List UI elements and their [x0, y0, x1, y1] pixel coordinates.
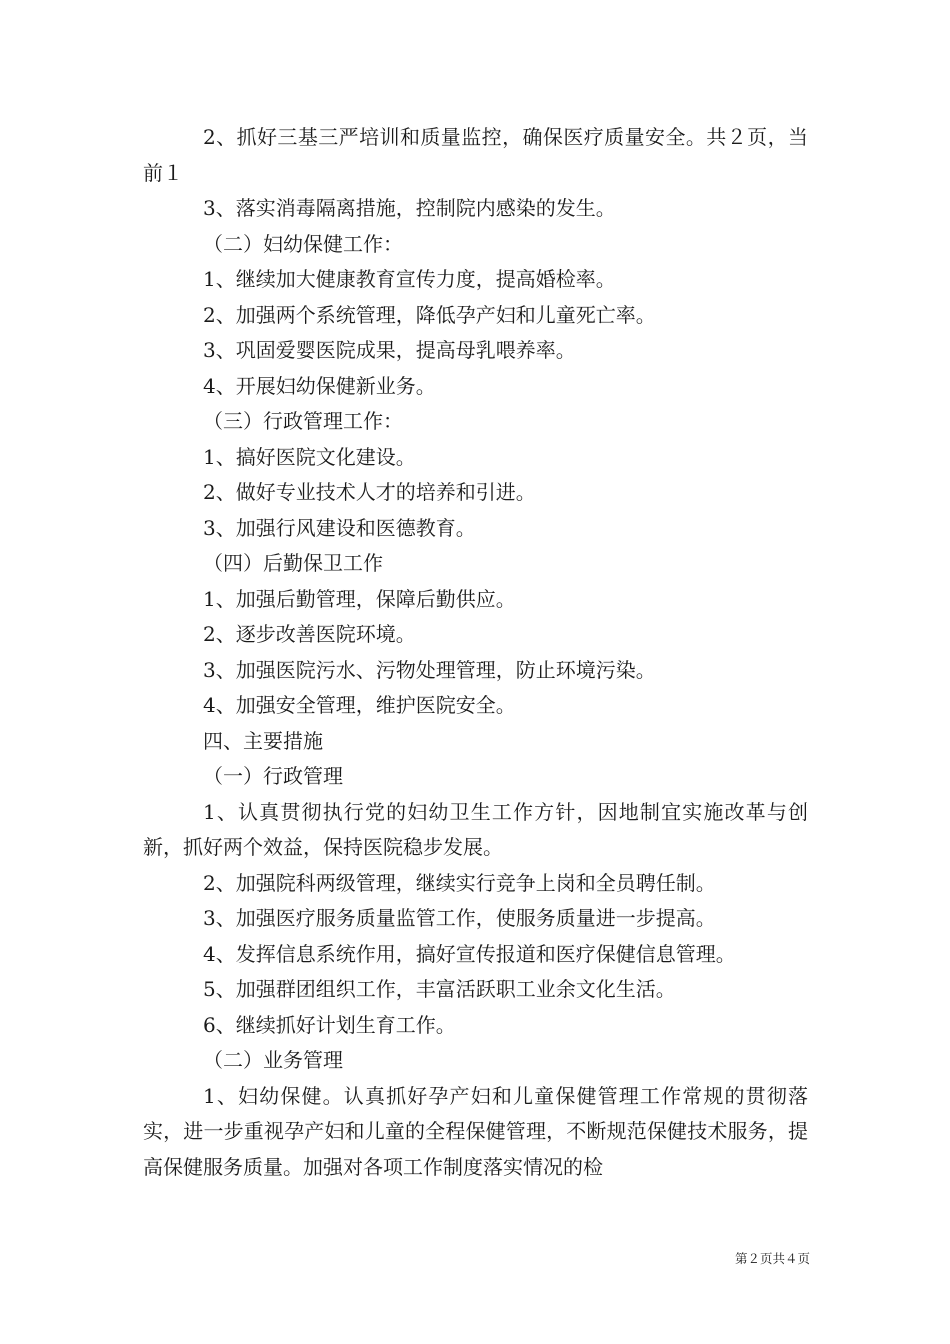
paragraph: 2、加强院科两级管理，继续实行竞争上岗和全员聘任制。	[203, 870, 716, 895]
paragraph: 4、发挥信息系统作用，搞好宣传报道和医疗保健信息管理。	[203, 941, 736, 966]
paragraph: 1、继续加大健康教育宣传力度，提高婚检率。	[203, 267, 616, 291]
section-heading: （二）妇幼保健工作：	[203, 231, 403, 256]
paragraph: 3、加强行风建设和医德教育。	[203, 515, 476, 540]
paragraph: 1、搞好医院文化建设。	[203, 444, 416, 469]
section-heading: （一）行政管理	[203, 764, 343, 788]
paragraph: 1、加强后勤管理，保障后勤供应。	[203, 586, 516, 611]
document-body	[143, 120, 808, 1185]
paragraph: 4、加强安全管理，维护医院安全。	[203, 693, 516, 717]
paragraph: 3、加强医疗服务质量监管工作，使服务质量进一步提高。	[203, 906, 716, 930]
paragraph: 2、做好专业技术人才的培养和引进。	[203, 480, 536, 504]
paragraph: 1、认真贯彻执行党的妇幼卫生工作方针，因地制宜实施改革与创新，抓好两个效益，保持医院稳步发展。	[143, 799, 808, 859]
paragraph: 2、加强两个系统管理，降低孕产妇和儿童死亡率。	[203, 302, 656, 327]
section-heading: （二）业务管理	[203, 1048, 343, 1072]
paragraph: 3、巩固爱婴医院成果，提高母乳喂养率。	[203, 338, 576, 362]
paragraph: 2、逐步改善医院环境。	[203, 622, 416, 646]
paragraph: 1、妇幼保健。认真抓好孕产妇和儿童保健管理工作常规的贯彻落实，进一步重视孕产妇和儿童的全程保健管理，不断规范保健技术服务，提高保健服务质量。加强对各项工作制度落实情况的检	[143, 1083, 808, 1179]
chapter-heading: 四、主要措施	[203, 728, 323, 753]
page-number: 第２页共４页	[734, 1251, 810, 1266]
section-heading: （三）行政管理工作：	[203, 409, 403, 433]
paragraph: 2、抓好三基三严培训和质量监控，确保医疗质量安全。共２页，当前１	[143, 125, 808, 185]
paragraph: 6、继续抓好计划生育工作。	[203, 1012, 456, 1037]
paragraph: 5、加强群团组织工作，丰富活跃职工业余文化生活。	[203, 977, 676, 1001]
paragraph: 3、落实消毒隔离措施，控制院内感染的发生。	[203, 196, 616, 220]
paragraph: 3、加强医院污水、污物处理管理，防止环境污染。	[203, 657, 656, 682]
page-footer	[680, 1249, 810, 1267]
paragraph: 4、开展妇幼保健新业务。	[203, 373, 436, 398]
section-heading: （四）后勤保卫工作	[203, 551, 383, 575]
